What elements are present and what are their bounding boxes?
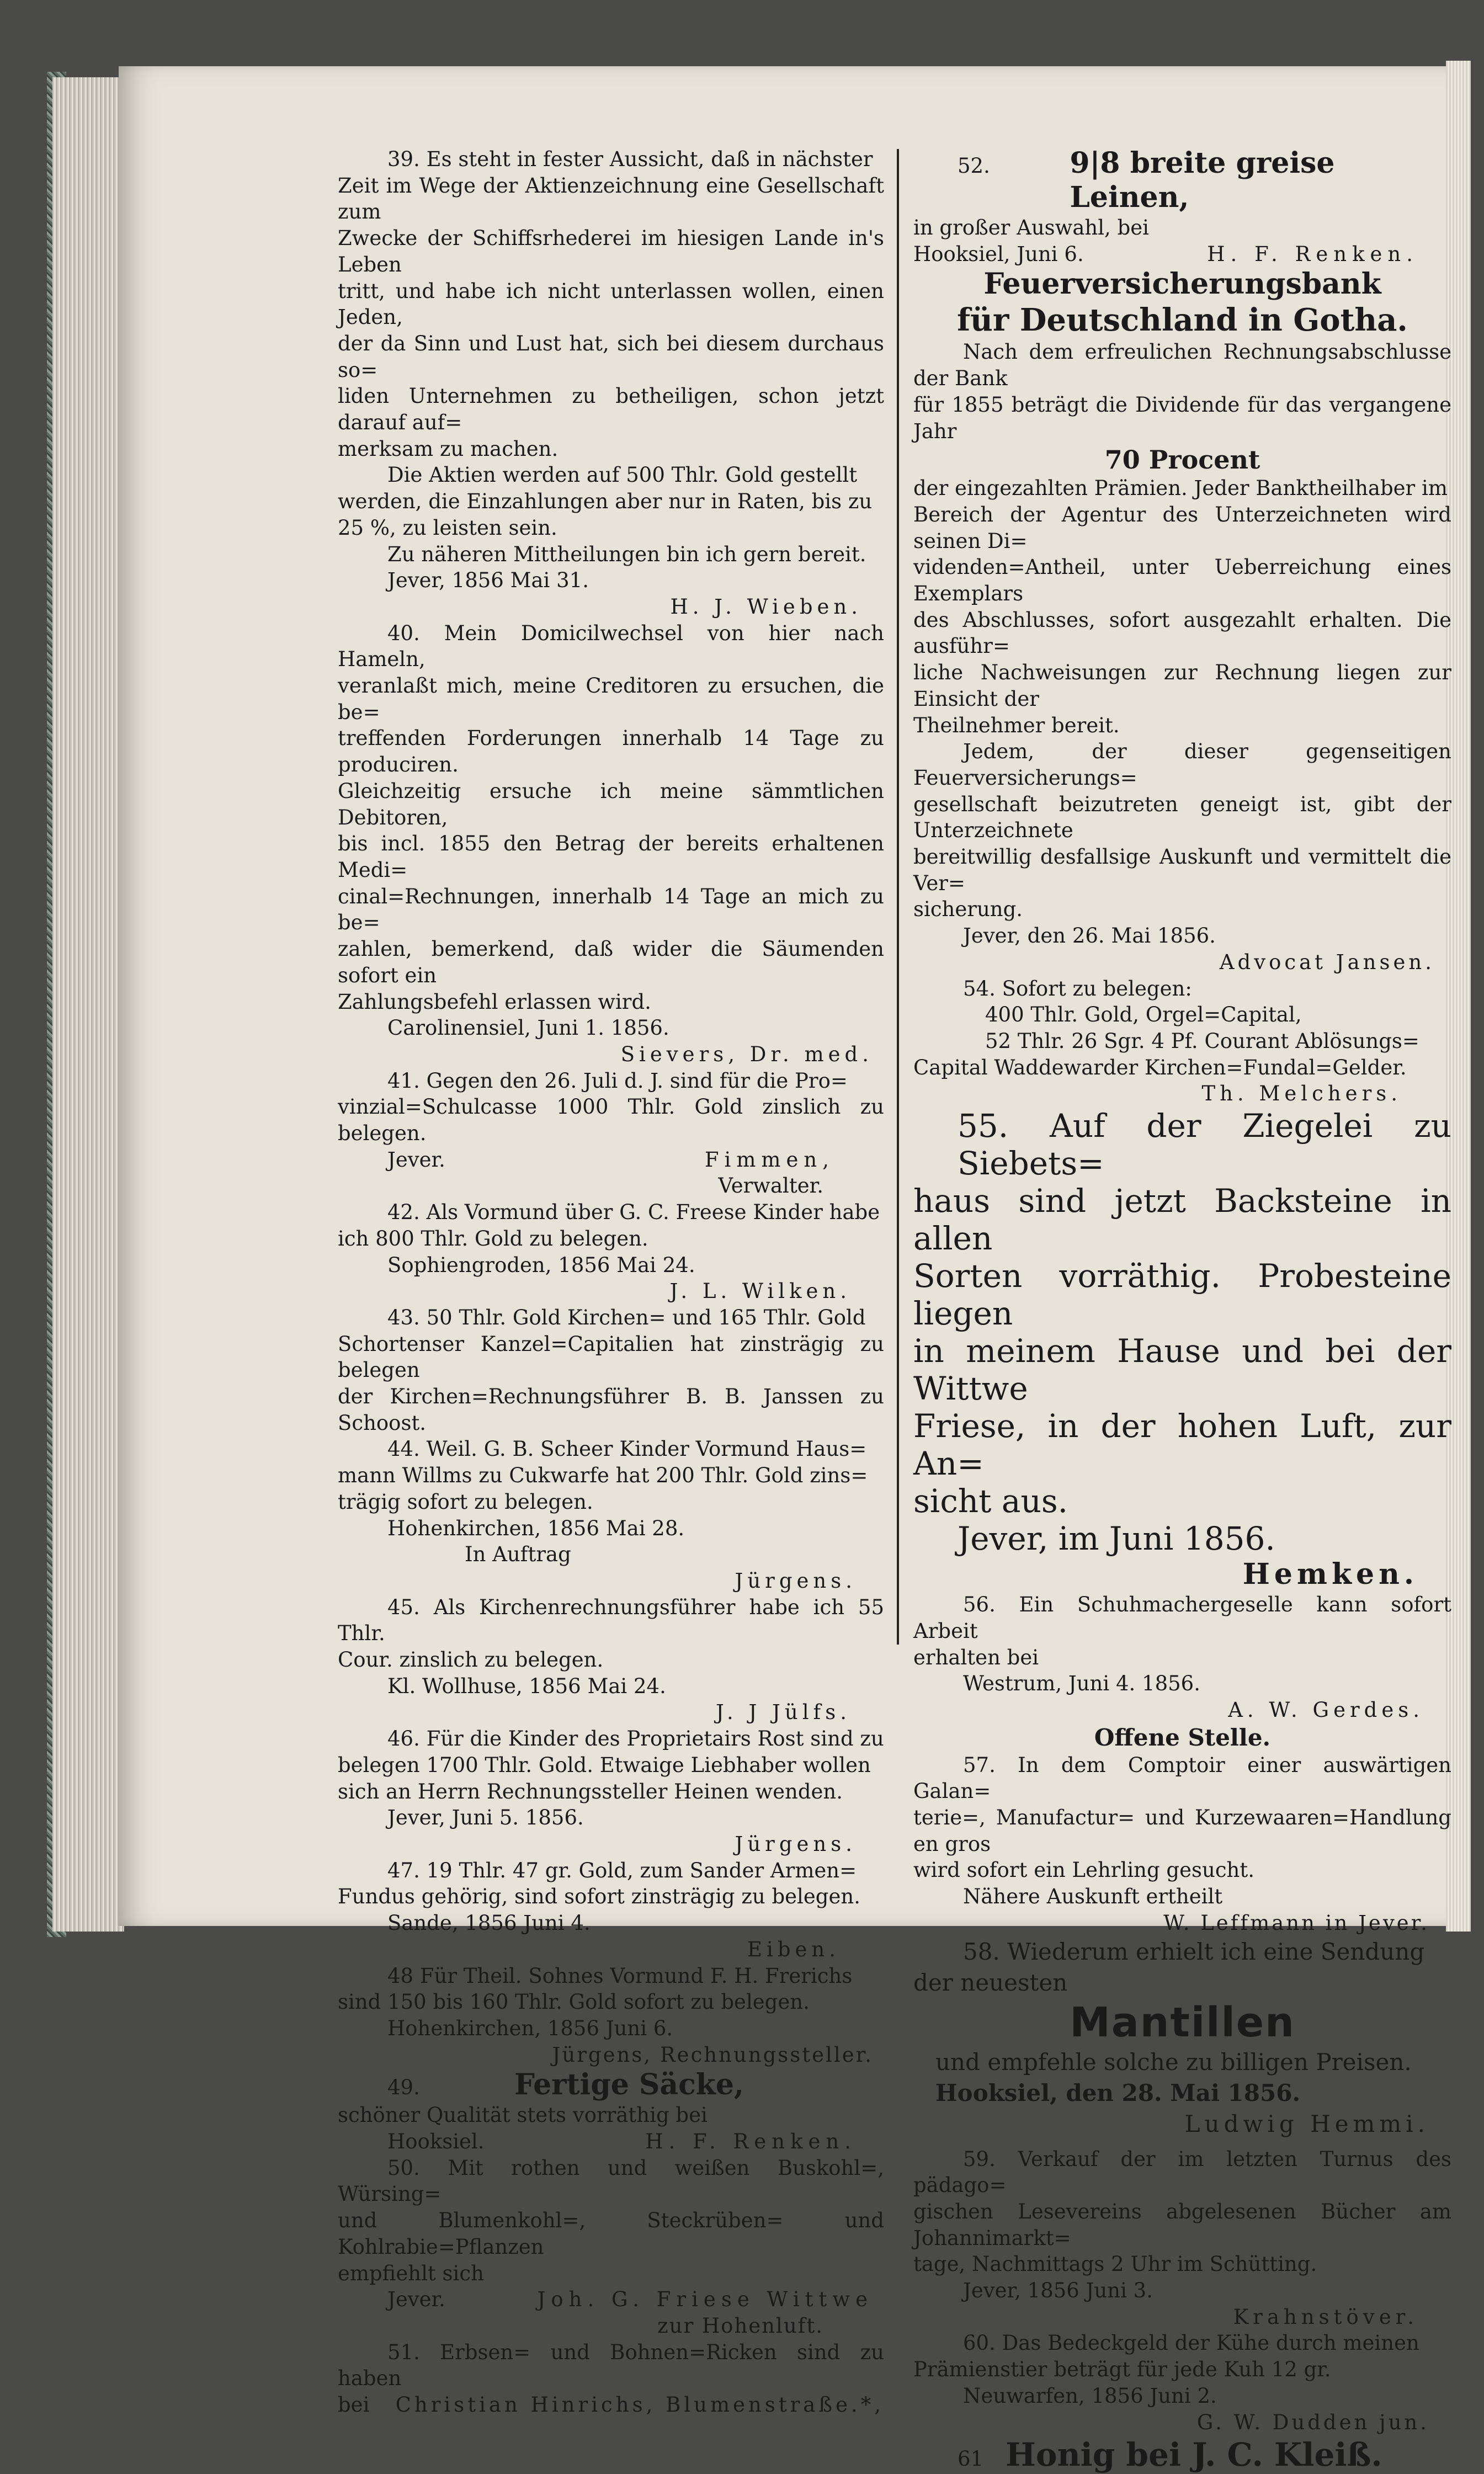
text-line: für 1855 beträgt die Dividende für das vergangene Jahr [913,392,1451,443]
text-line: erhalten bei [913,1645,1039,1669]
notice-50 [338,2155,884,2339]
notice-41 [338,1068,884,1200]
notice-signature: Jürgens, Rechnungssteller. [552,2042,873,2067]
notice-date: Hooksiel, den 28. Mai 1856. [935,2079,1301,2106]
notice-47 [338,1858,884,1963]
left-column [338,146,884,2418]
notice-title: 9|8 breite greise Leinen, [1070,146,1335,214]
notice-date: Sophiengroden, 1856 Mai 24. [387,1253,695,1277]
notice-number: 49. [387,2076,420,2100]
notice-date: Neuwarfen, 1856 Juni 2. [963,2383,1217,2408]
text-line: tage, Nachmittags 2 Uhr im Schütting. [913,2252,1317,2276]
notice-44 [338,1436,884,1594]
notice-place: Jever. [387,1147,445,1172]
notice-title: für Deutschland in Gotha. [957,302,1408,339]
text-line: Theilnehmer bereit. [913,713,1120,737]
notice-signature: H. F. Renken. [1207,242,1418,266]
text-line: Nach dem erfreulichen Rechnungsabschlusse der Bank [913,340,1451,391]
notice-53 [913,267,1451,975]
text-line: ich 800 Thlr. Gold zu belegen. [338,1226,648,1251]
notice-date: Jever, 1856 Mai 31. [387,568,589,593]
text-line: 48 Für Theil. Sohnes Vormund F. H. Frerichs [387,1964,853,1988]
notice-signature: G. W. Dudden jun. [1196,2410,1429,2434]
notice-title: Fertige Säcke, [514,2068,744,2102]
notice-place: Jever. [387,2287,445,2312]
notice-signature: A. W. Gerdes. [1228,1698,1424,1722]
notice-signature: Jürgens. [735,1832,857,1856]
text-line: in großer Auswahl, bei [913,216,1149,240]
text-line: bei [338,2393,370,2417]
notice-date: Jever, 1856 Juni 3. [963,2279,1153,2303]
column-divider [897,149,899,1645]
notice-title: Offene Stelle. [1094,1723,1271,1751]
text-line: Die Aktien werden auf 500 Thlr. Gold gestellt [387,463,858,487]
text-line: der da Sinn und Lust hat, sich bei diesem durchaus so= [338,331,884,382]
text-line: 47. 19 Thlr. 47 gr. Gold, zum Sander Armen= [387,1858,857,1882]
text-line: 57. In dem Comptoir einer auswärtigen Galan= [913,1753,1451,1803]
notice-signature: Hemken. [1242,1557,1418,1592]
notice-signature: Eiben. [747,1937,840,1961]
text-line: 60. Das Bedeckgeld der Kühe durch meinen [963,2331,1419,2355]
notice-56 [913,1592,1451,1723]
notice-42 [338,1199,884,1305]
text-line: empfiehlt sich [338,2261,484,2285]
notice-date: Hooksiel, Juni 6. [913,242,1084,266]
notice-date: Jever, im Juni 1856. [958,1520,1275,1558]
text-line: 400 Thlr. Gold, Orgel=Capital, [985,1003,1302,1027]
text-line: merksam zu machen. [338,437,559,461]
text-line: trägig sofort zu belegen. [338,1489,593,1514]
text-line: 58. Wiederum erhielt ich eine Sendung [963,1938,1425,1965]
notice-date: Westrum, Juni 4. 1856. [963,1672,1200,1696]
notice-date: Sande, 1856 Juni 4. [387,1911,591,1935]
text-line: treffenden Forderungen innerhalb 14 Tage zu produciren. [338,726,884,777]
text-line: Jedem, der dieser gegenseitigen Feuerversicherungs= [913,739,1451,790]
notice-51 [338,2339,884,2418]
notice-60 [913,2330,1451,2435]
text-line: Zeit im Wege der Aktienzeichnung eine Gesellschaft zum [338,173,884,224]
text-line: veranlaßt mich, meine Creditoren zu ersuchen, die be= [338,674,884,724]
text-line: 44. Weil. G. B. Scheer Kinder Vormund Haus= [387,1437,867,1461]
text-line: Friese, in der hohen Luft, zur An= [913,1407,1451,1483]
notice-39 [338,146,884,620]
text-line: Gleichzeitig ersuche ich meine sämmtlichen Debitoren, [338,779,884,829]
text-line: mann Willms zu Cukwarfe hat 200 Thlr. Gold zins= [338,1464,868,1488]
text-line: 56. Ein Schuhmachergeselle kann sofort Arbeit [913,1593,1451,1643]
text-line: 39. Es steht in fester Aussicht, daß in nächster [387,147,873,171]
text-line: Bereich der Agentur des Unterzeichneten wird seinen Di= [913,502,1451,553]
text-line: 59. Verkauf der im letzten Turnus des pädago= [913,2147,1451,2198]
notice-place: Hooksiel. [387,2130,485,2154]
notice-signature: H. J. Wieben. [670,594,862,619]
text-line: liche Nachweisungen zur Rechnung liegen zur Einsicht der [913,661,1451,711]
notice-57 [913,1723,1451,1936]
notice-title: Mantillen [1070,1998,1295,2046]
text-line: Fundus gehörig, sind sofort zinsträgig zu belegen. [338,1885,860,1909]
text-line: vinzial=Schulcasse 1000 Thlr. Gold zinslich zu belegen. [338,1095,884,1146]
text-line: tritt, und habe ich nicht unterlassen wollen, einen Jeden, [338,279,884,329]
text-line: gesellschaft beizutreten geneigt ist, gibt der Unterzeichnete [913,792,1451,843]
text-line: Capital Waddewarder Kirchen=Fundal=Gelder. [913,1055,1407,1079]
text-line: der Kirchen=Rechnungsführer B. B. Janssen zu Schoost. [338,1385,884,1435]
text-line: 46. Für die Kinder des Proprietairs Rost sind zu [387,1727,884,1751]
text-line: wird sofort ein Lehrling gesucht. [913,1858,1255,1882]
text-line: Prämienstier beträgt für jede Kuh 12 gr. [913,2358,1331,2382]
text-line: des Abschlusses, sofort ausgezahlt erhalten. Die ausführ= [913,608,1451,658]
notice-note: In Auftrag [465,1542,571,1567]
notice-signature: Sievers, Dr. med. [620,1042,873,1066]
notice-signature: W. Leffmann in Jever. [1163,1911,1429,1935]
text-line: 25 %, zu leisten sein. [338,515,557,540]
text-line: 50. Mit rothen und weißen Buskohl=, Würsing= [338,2156,884,2206]
text-line: Schortenser Kanzel=Capitalien hat zinsträgig zu belegen [338,1332,884,1382]
notice-signature: J. L. Wilken. [669,1279,851,1303]
text-line: und empfehle solche zu billigen Preisen. [935,2048,1412,2076]
notice-43 [338,1305,884,1436]
notice-46 [338,1726,884,1858]
notice-date: Jever, Juni 5. 1856. [387,1806,584,1830]
text-line: gischen Lesevereins abgelesenen Bücher am Johannimarkt= [913,2199,1451,2250]
text-line: Zahlungsbefehl erlassen wird. [338,989,651,1014]
notice-date: Carolinensiel, Juni 1. 1856. [387,1016,669,1040]
notice-role: Verwalter. [718,1174,823,1198]
text-line: 54. Sofort zu belegen: [963,976,1192,1001]
text-line: der neuesten [913,1968,1068,1996]
notice-48 [338,1963,884,2068]
text-line: 41. Gegen den 26. Juli d. J. sind für die Pro= [387,1068,848,1093]
notice-date: Hohenkirchen, 1856 Juni 6. [387,2016,673,2040]
notice-signature: Joh. G. Friese Wittwe [537,2287,873,2312]
notice-signature: Christian Hinrichs, Blumenstraße.*, [395,2393,884,2417]
text-line: 51. Erbsen= und Bohnen=Ricken sind zu haben [338,2340,884,2391]
text-line: 52 Thlr. 26 Sgr. 4 Pf. Courant Ablösungs= [985,1029,1419,1053]
dividend-percent: 70 Procent [1104,445,1260,475]
notice-49 [338,2068,884,2154]
text-line: cinal=Rechnungen, innerhalb 14 Tage an mich zu be= [338,884,884,935]
text-line: der eingezahlten Prämien. Jeder Banktheilhaber im [913,476,1448,501]
notice-52 [913,146,1451,267]
notice-date: Hohenkirchen, 1856 Mai 28. [387,1516,685,1540]
text-line: sind 150 bis 160 Thlr. Gold sofort zu belegen. [338,1990,810,2014]
text-line: 45. Als Kirchenrechnungsführer habe ich 55 Thlr. [338,1595,884,1646]
text-line: liden Unternehmen zu betheiligen, schon jetzt darauf auf= [338,384,884,435]
right-column [913,146,1451,2474]
text-line: 40. Mein Domicilwechsel von hier nach Hameln, [338,621,884,672]
notice-signature: Th. Melchers. [1201,1082,1402,1106]
notice-signature: Advocat Jansen. [1219,950,1435,974]
text-line: belegen 1700 Thlr. Gold. Etwaige Liebhaber wollen [338,1753,871,1777]
notice-signature: Fimmen, [704,1147,834,1172]
notice-signature: H. F. Renken. [645,2130,857,2154]
notice-54 [913,976,1451,1108]
text-line: videnden=Antheil, unter Ueberreichung eines Exemplars [913,555,1451,606]
text-line: sicherung. [913,897,1023,922]
notice-date: Kl. Wollhuse, 1856 Mai 24. [387,1674,666,1698]
text-line: terie=, Manufactur= und Kurzewaaren=Handlung en gros [913,1806,1451,1856]
notice-date: Jever, den 26. Mai 1856. [963,924,1216,948]
notice-signature: Ludwig Hemmi. [1184,2110,1429,2137]
text-line: in meinem Hause und bei der Wittwe [913,1332,1451,1408]
text-line: 43. 50 Thlr. Gold Kirchen= und 165 Thlr. Gold [387,1305,866,1329]
text-line: haus sind jetzt Backsteine in allen [913,1182,1451,1258]
notice-45 [338,1594,884,1726]
text-line: werden, die Einzahlungen aber nur in Raten, bis zu [338,490,873,514]
page-stack-edge [52,77,124,1932]
notice-signature: J. J Jülfs. [715,1700,851,1725]
text-line: 55. Auf der Ziegelei zu Siebets= [958,1107,1451,1183]
notice-58 [913,1936,1451,2140]
text-line: schöner Qualität stets vorräthig bei [338,2103,708,2127]
text-line: Zwecke der Schiffsrhederei im hiesigen Lande in's Leben [338,226,884,276]
notice-signature: Jürgens. [735,1568,857,1593]
notice-signature-line2: zur Hohenluft. [657,2313,823,2338]
text-line: 42. Als Vormund über G. C. Freese Kinder habe [387,1200,880,1225]
text-line: Cour. zinslich zu belegen. [338,1648,604,1672]
text-line: sicht aus. [913,1482,1068,1520]
text-line: bis incl. 1855 den Betrag der bereits erhaltenen Medi= [338,832,884,882]
text-line: Zu näheren Mittheilungen bin ich gern bereit. [387,542,866,566]
text-line: und Blumenkohl=, Steckrüben= und Kohlrabie=Pflanzen [338,2209,884,2259]
text-line: sich an Herrn Rechnungssteller Heinen wenden. [338,1779,843,1803]
text-line: Sorten vorräthig. Probesteine liegen [913,1257,1451,1333]
notice-59 [913,2146,1451,2331]
notice-signature: Krahnstöver. [1233,2305,1418,2329]
notice-title: Feuerversicherungsbank [983,267,1381,301]
notice-55 [913,1107,1451,1592]
text-line: zahlen, bemerkend, daß wider die Säumenden sofort ein [338,937,884,987]
notice-note: Nähere Auskunft ertheilt [963,1885,1223,1909]
notice-title: Honig bei J. C. Kleiß. [1006,2436,1382,2474]
notice-number: 61 [958,2447,984,2471]
notice-61 [913,2435,1451,2474]
text-line: bereitwillig desfallsige Auskunft und vermittelt die Ver= [913,845,1451,895]
notice-40 [338,620,884,1068]
notice-number: 52. [958,154,990,178]
